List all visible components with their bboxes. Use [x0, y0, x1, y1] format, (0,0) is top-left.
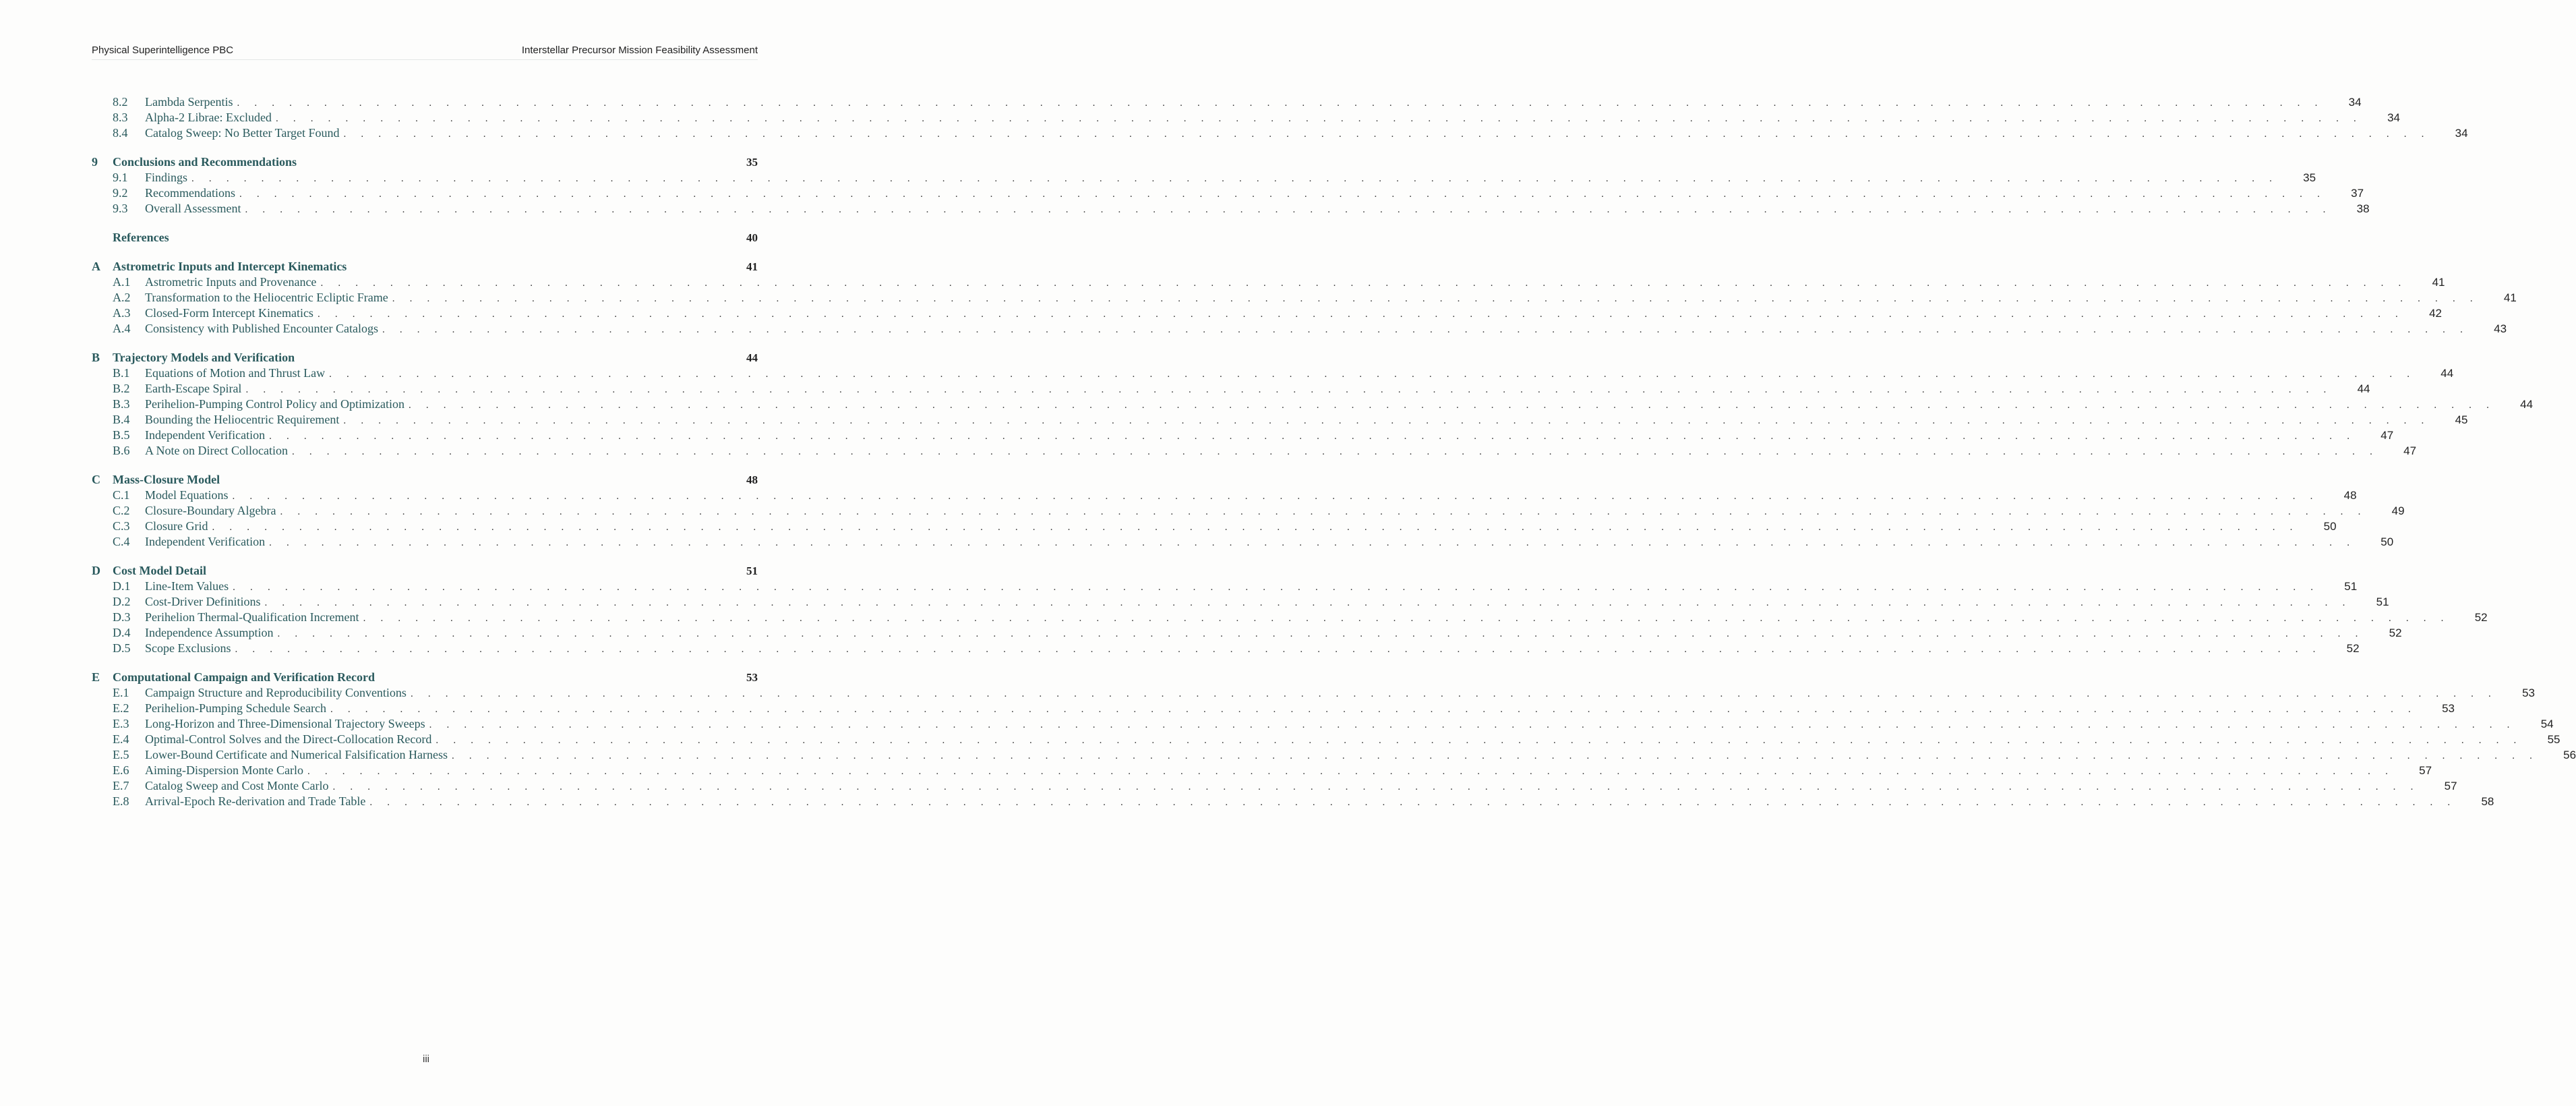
toc-section-entry[interactable]	[92, 428, 2394, 443]
entry-number: 9	[92, 155, 98, 169]
entry-number: A	[92, 260, 100, 273]
entry-number: D.5	[113, 641, 131, 655]
toc-chapter-entry[interactable]	[92, 472, 758, 488]
entry-number: 9.2	[113, 186, 128, 200]
dot-leader: . . . . . . . . . . . . . . . . . . . . . . . . . . . . . . . . . . . . . . . . . . . . . . . . . . . . . . . . . . . . . . . . . . . . . . . . . . . . . . . . . . . . . . . . . . . . . . . . . . . . . . . . . . . . . . . . . . . . . . . .	[329, 369, 2416, 380]
dot-leader: . . . . . . . . . . . . . . . . . . . . . . . . . . . . . . . . . . . . . . . . . . . . . . . . . . . . . . . . . . . . . . . . . . . . . . . . . . . . . . . . . . . . . . . . . . . . . . . . . . . . . . . . . . . . . . . . . . . . . . . .	[275, 113, 2362, 124]
entry-page-number[interactable]: 34	[2455, 127, 2468, 140]
dot-leader: . . . . . . . . . . . . . . . . . . . . . . . . . . . . . . . . . . . . . . . . . . . . . . . . . . . . . . . . . . . . . . . . . . . . . . . . . . . . . . . . . . . . . . . . . . . . . . . . . . . . . . . . . . . . . . . . . . . . . . . .	[408, 400, 2496, 411]
entry-title[interactable]: Model Equations	[145, 488, 229, 502]
toc-section-entry[interactable]	[92, 641, 2360, 656]
entry-page-number[interactable]: 51	[2344, 580, 2358, 593]
entry-page-number[interactable]: 35	[2303, 171, 2316, 184]
entry-page-number[interactable]: 57	[2444, 780, 2457, 792]
dot-leader: . . . . . . . . . . . . . . . . . . . . . . . . . . . . . . . . . . . . . . . . . . . . . . . . . . . . . . . . . . . . . . . . . . . . . . . . . . . . . . . . . . . . . . . . . . . . . . . . . . . . . . . . . . . . . . . . . . . . . . . .	[269, 537, 2356, 548]
entry-number: A.4	[113, 322, 131, 335]
entry-title[interactable]: Independent Verification	[145, 535, 266, 548]
entry-title[interactable]: Closure Grid	[145, 519, 208, 533]
entry-title[interactable]: References	[113, 231, 169, 244]
entry-title[interactable]: Transformation to the Heliocentric Ecliptic Frame	[145, 291, 388, 304]
toc-chapter-entry[interactable]	[92, 350, 758, 366]
entry-page-number[interactable]: 45	[2455, 413, 2468, 426]
toc-group	[92, 350, 2534, 459]
toc-section-entry[interactable]	[92, 305, 2442, 321]
entry-page-number[interactable]: 54	[2540, 718, 2554, 730]
toc-section-entry[interactable]	[92, 125, 2468, 141]
table-of-contents	[92, 94, 2576, 823]
entry-page-number[interactable]: 38	[2356, 202, 2370, 215]
entry-number: C.4	[113, 535, 130, 548]
dot-leader: . . . . . . . . . . . . . . . . . . . . . . . . . . . . . . . . . . . . . . . . . . . . . . . . . . . . . . . . . . . . . . . . . . . . . . . . . . . . . . . . . . . . . . . . . . . . . . . . . . . . . . . . . . . . . . . . . . . . . . . .	[307, 766, 2395, 777]
toc-group	[92, 230, 758, 245]
entry-number: 8.4	[113, 126, 128, 140]
entry-title[interactable]: Overall Assessment	[145, 202, 241, 215]
entry-page-number[interactable]: 51	[2376, 595, 2389, 608]
entry-title[interactable]: A Note on Direct Collocation	[145, 444, 288, 457]
entry-page-number[interactable]: 41	[2432, 276, 2445, 289]
entry-page-number[interactable]: 43	[2494, 322, 2507, 335]
entry-page-number[interactable]: 53	[2522, 687, 2536, 699]
toc-section-entry[interactable]	[92, 794, 2494, 809]
entry-number: 9.3	[113, 202, 128, 215]
header-document-title: Interstellar Precursor Mission Feasibility Assessment	[521, 45, 758, 56]
entry-number: A.2	[113, 291, 131, 304]
entry-page-number[interactable]: 52	[2346, 642, 2360, 655]
toc-section-entry[interactable]	[92, 594, 2389, 610]
dot-leader: . . . . . . . . . . . . . . . . . . . . . . . . . . . . . . . . . . . . . . . . . . . . . . . . . . . . . . . . . . . . . . . . . . . . . . . . . . . . . . . . . . . . . . . . . . . . . . . . . . . . . . . . . . . . . . . . . . . . . . . .	[277, 629, 2364, 639]
entry-title[interactable]: Closed-Form Intercept Kinematics	[145, 306, 313, 320]
toc-chapter-entry[interactable]	[92, 670, 758, 685]
header-organization: Physical Superintelligence PBC	[92, 45, 234, 56]
toc-group	[92, 259, 2517, 337]
entry-title[interactable]: Lower-Bound Certificate and Numerical Falsification Harness	[145, 748, 448, 761]
dot-leader: . . . . . . . . . . . . . . . . . . . . . . . . . . . . . . . . . . . . . . . . . . . . . . . . . . . . . . . . . . . . . . . . . . . . . . . . . . . . . . . . . . . . . . . . . . . . . . . . . . . . . . . . . . . . . . . . . . . . . . . .	[410, 689, 2498, 699]
page-number: iii	[423, 1053, 429, 1065]
entry-title[interactable]: Catalog Sweep and Cost Monte Carlo	[145, 779, 329, 792]
entry-number: D.1	[113, 579, 131, 593]
entry-title[interactable]: Lambda Serpentis	[145, 95, 233, 109]
entry-page-number[interactable]: 55	[2547, 733, 2560, 746]
entry-page-number[interactable]: 41	[746, 260, 758, 273]
dot-leader: . . . . . . . . . . . . . . . . . . . . . . . . . . . . . . . . . . . . . . . . . . . . . . . . . . . . . . . . . . . . . . . . . . . . . . . . . . . . . . . . . . . . . . . . . . . . . . . . . . . . . . . . . . . . . . . . . . . . . . . .	[452, 751, 2539, 761]
entry-number: E	[92, 670, 100, 684]
toc-section-entry[interactable]	[92, 534, 2394, 550]
dot-leader: . . . . . . . . . . . . . . . . . . . . . . . . . . . . . . . . . . . . . . . . . . . . . . . . . . . . . . . . . . . . . . . . . . . . . . . . . . . . . . . . . . . . . . . . . . . . . . . . . . . . . . . . . . . . . . . . . . . . . . . .	[269, 431, 2356, 442]
dot-leader: . . . . . . . . . . . . . . . . . . . . . . . . . . . . . . . . . . . . . . . . . . . . . . . . . . . . . . . . . . . . . . . . . . . . . . . . . . . . . . . . . . . . . . . . . . . . . . . . . . . . . . . . . . . . . . . . . . . . . . . .	[280, 506, 2367, 517]
entry-page-number[interactable]: 40	[746, 231, 758, 244]
toc-section-entry[interactable]	[92, 625, 2402, 641]
entry-number: A.3	[113, 306, 131, 320]
entry-title[interactable]: Conclusions and Recommendations	[113, 155, 297, 169]
entry-page-number[interactable]: 57	[2419, 764, 2432, 777]
toc-section-entry[interactable]	[92, 579, 2358, 594]
dot-leader: . . . . . . . . . . . . . . . . . . . . . . . . . . . . . . . . . . . . . . . . . . . . . . . . . . . . . . . . . . . . . . . . . . . . . . . . . . . . . . . . . . . . . . . . . . . . . . . . . . . . . . . . . . . . . . . . . . . . . . . .	[291, 446, 2379, 457]
entry-page-number[interactable]: 52	[2474, 611, 2488, 624]
entry-page-number[interactable]: 37	[2351, 187, 2364, 200]
toc-section-entry[interactable]	[92, 519, 2337, 534]
dot-leader: . . . . . . . . . . . . . . . . . . . . . . . . . . . . . . . . . . . . . . . . . . . . . . . . . . . . . . . . . . . . . . . . . . . . . . . . . . . . . . . . . . . . . . . . . . . . . . . . . . . . . . . . . . . . . . . . . . . . . . . .	[369, 797, 2457, 808]
entry-number: 8.2	[113, 95, 128, 109]
entry-number: E.8	[113, 794, 129, 808]
entry-title[interactable]: Computational Campaign and Verification Record	[113, 670, 376, 684]
entry-title[interactable]: Cost Model Detail	[113, 564, 206, 577]
entry-title[interactable]: Campaign Structure and Reproducibility Conventions	[145, 686, 407, 699]
toc-section-entry[interactable]	[92, 366, 2454, 381]
entry-number: B.3	[113, 397, 130, 411]
entry-page-number[interactable]: 53	[2442, 702, 2455, 715]
entry-page-number[interactable]: 42	[2429, 307, 2442, 320]
entry-number: E.5	[113, 748, 129, 761]
toc-section-entry[interactable]	[92, 170, 2316, 185]
entry-page-number[interactable]: 44	[746, 351, 758, 364]
entry-number: B.1	[113, 366, 130, 380]
dot-leader: . . . . . . . . . . . . . . . . . . . . . . . . . . . . . . . . . . . . . . . . . . . . . . . . . . . . . . . . . . . . . . . . . . . . . . . . . . . . . . . . . . . . . . . . . . . . . . . . . . . . . . . . . . . . . . . . . . . . . . . .	[343, 129, 2430, 140]
entry-number: D.2	[113, 595, 131, 608]
entry-page-number[interactable]: 47	[2403, 444, 2417, 457]
toc-section-entry[interactable]	[92, 381, 2370, 397]
entry-title[interactable]: Trajectory Models and Verification	[113, 351, 295, 364]
entry-title[interactable]: Scope Exclusions	[145, 641, 231, 655]
toc-chapter-entry[interactable]	[92, 259, 758, 274]
entry-number: 8.3	[113, 111, 128, 124]
entry-title[interactable]: Catalog Sweep: No Better Target Found	[145, 126, 340, 140]
dot-leader: . . . . . . . . . . . . . . . . . . . . . . . . . . . . . . . . . . . . . . . . . . . . . . . . . . . . . . . . . . . . . . . . . . . . . . . . . . . . . . . . . . . . . . . . . . . . . . . . . . . . . . . . . . . . . . . . . . . . . . . .	[245, 204, 2332, 215]
entry-title[interactable]: Astrometric Inputs and Intercept Kinematics	[113, 260, 347, 273]
entry-title[interactable]: Recommendations	[145, 186, 235, 200]
dot-leader: . . . . . . . . . . . . . . . . . . . . . . . . . . . . . . . . . . . . . . . . . . . . . . . . . . . . . . . . . . . . . . . . . . . . . . . . . . . . . . . . . . . . . . . . . . . . . . . . . . . . . . . . . . . . . . . . . . . . . . . .	[235, 644, 2322, 655]
dot-leader: . . . . . . . . . . . . . . . . . . . . . . . . . . . . . . . . . . . . . . . . . . . . . . . . . . . . . . . . . . . . . . . . . . . . . . . . . . . . . . . . . . . . . . . . . . . . . . . . . . . . . . . . . . . . . . . . . . . . . . . .	[392, 293, 2479, 304]
entry-page-number[interactable]: 50	[2323, 520, 2337, 533]
toc-section-entry[interactable]	[92, 290, 2517, 305]
dot-leader: . . . . . . . . . . . . . . . . . . . . . . . . . . . . . . . . . . . . . . . . . . . . . . . . . . . . . . . . . . . . . . . . . . . . . . . . . . . . . . . . . . . . . . . . . . . . . . . . . . . . . . . . . . . . . . . . . . . . . . . .	[245, 384, 2333, 395]
toc-section-entry[interactable]	[92, 701, 2455, 716]
entry-title[interactable]: Optimal-Control Solves and the Direct-Collocation Record	[145, 732, 432, 746]
entry-number: A.1	[113, 275, 131, 289]
toc-section-entry[interactable]	[92, 778, 2457, 794]
dot-leader: . . . . . . . . . . . . . . . . . . . . . . . . . . . . . . . . . . . . . . . . . . . . . . . . . . . . . . . . . . . . . . . . . . . . . . . . . . . . . . . . . . . . . . . . . . . . . . . . . . . . . . . . . . . . . . . . . . . . . . . .	[212, 522, 2299, 533]
entry-number: 9.1	[113, 171, 128, 184]
entry-page-number[interactable]: 58	[2481, 795, 2494, 808]
toc-chapter-entry[interactable]	[92, 154, 758, 170]
toc-group	[92, 154, 2370, 216]
entry-page-number[interactable]: 47	[2380, 429, 2394, 442]
entry-number: B.4	[113, 413, 130, 426]
toc-section-entry[interactable]	[92, 488, 2357, 503]
entry-number: C.1	[113, 488, 130, 502]
toc-section-entry[interactable]	[92, 747, 2576, 763]
entry-number: E.2	[113, 701, 129, 715]
entry-title[interactable]: Closure-Boundary Algebra	[145, 504, 276, 517]
entry-number: C.3	[113, 519, 130, 533]
entry-page-number[interactable]: 35	[746, 156, 758, 169]
entry-number: E.1	[113, 686, 129, 699]
entry-page-number[interactable]: 52	[2389, 627, 2402, 639]
toc-group	[92, 94, 2468, 141]
entry-title[interactable]: Bounding the Heliocentric Requirement	[145, 413, 340, 426]
entry-title[interactable]: Alpha-2 Librae: Excluded	[145, 111, 272, 124]
entry-page-number[interactable]: 44	[2357, 382, 2370, 395]
dot-leader: . . . . . . . . . . . . . . . . . . . . . . . . . . . . . . . . . . . . . . . . . . . . . . . . . . . . . . . . . . . . . . . . . . . . . . . . . . . . . . . . . . . . . . . . . . . . . . . . . . . . . . . . . . . . . . . . . . . . . . . .	[264, 598, 2352, 608]
entry-title[interactable]: Independence Assumption	[145, 626, 274, 639]
entry-title[interactable]: Findings	[145, 171, 188, 184]
toc-section-entry[interactable]	[92, 763, 2432, 778]
toc-section-entry[interactable]	[92, 412, 2468, 428]
entry-title[interactable]: Perihelion-Pumping Control Policy and Optimization	[145, 397, 405, 411]
entry-number: B.6	[113, 444, 130, 457]
dot-leader: . . . . . . . . . . . . . . . . . . . . . . . . . . . . . . . . . . . . . . . . . . . . . . . . . . . . . . . . . . . . . . . . . . . . . . . . . . . . . . . . . . . . . . . . . . . . . . . . . . . . . . . . . . . . . . . . . . . . . . . .	[363, 613, 2450, 624]
entry-title[interactable]: Astrometric Inputs and Provenance	[145, 275, 317, 289]
entry-page-number[interactable]: 48	[2343, 489, 2357, 502]
entry-title[interactable]: Cost-Driver Definitions	[145, 595, 261, 608]
entry-title[interactable]: Long-Horizon and Three-Dimensional Trajectory Sweeps	[145, 717, 425, 730]
toc-section-entry[interactable]	[92, 110, 2400, 125]
entry-page-number[interactable]: 44	[2520, 398, 2534, 411]
entry-page-number[interactable]: 41	[2503, 291, 2517, 304]
dot-leader: . . . . . . . . . . . . . . . . . . . . . . . . . . . . . . . . . . . . . . . . . . . . . . . . . . . . . . . . . . . . . . . . . . . . . . . . . . . . . . . . . . . . . . . . . . . . . . . . . . . . . . . . . . . . . . . . . . . . . . . .	[332, 782, 2420, 792]
entry-page-number[interactable]: 51	[746, 564, 758, 577]
dot-leader: . . . . . . . . . . . . . . . . . . . . . . . . . . . . . . . . . . . . . . . . . . . . . . . . . . . . . . . . . . . . . . . . . . . . . . . . . . . . . . . . . . . . . . . . . . . . . . . . . . . . . . . . . . . . . . . . . . . . . . . .	[191, 173, 2279, 184]
entry-number: C	[92, 473, 100, 486]
toc-section-entry[interactable]	[92, 94, 2362, 110]
toc-section-entry[interactable]	[92, 185, 2364, 201]
entry-number: B.5	[113, 428, 130, 442]
dot-leader: . . . . . . . . . . . . . . . . . . . . . . . . . . . . . . . . . . . . . . . . . . . . . . . . . . . . . . . . . . . . . . . . . . . . . . . . . . . . . . . . . . . . . . . . . . . . . . . . . . . . . . . . . . . . . . . . . . . . . . . .	[237, 98, 2324, 109]
running-header	[92, 43, 758, 60]
toc-section-entry[interactable]	[92, 716, 2554, 732]
entry-page-number[interactable]: 34	[2348, 96, 2362, 109]
dot-leader: . . . . . . . . . . . . . . . . . . . . . . . . . . . . . . . . . . . . . . . . . . . . . . . . . . . . . . . . . . . . . . . . . . . . . . . . . . . . . . . . . . . . . . . . . . . . . . . . . . . . . . . . . . . . . . . . . . . . . . . .	[320, 278, 2407, 289]
toc-section-entry[interactable]	[92, 503, 2405, 519]
dot-leader: . . . . . . . . . . . . . . . . . . . . . . . . . . . . . . . . . . . . . . . . . . . . . . . . . . . . . . . . . . . . . . . . . . . . . . . . . . . . . . . . . . . . . . . . . . . . . . . . . . . . . . . . . . . . . . . . . . . . . . . .	[436, 735, 2523, 746]
entry-title[interactable]: Line-Item Values	[145, 579, 229, 593]
toc-group	[92, 472, 2405, 550]
entry-number: C.2	[113, 504, 130, 517]
toc-section-entry[interactable]	[92, 274, 2445, 290]
entry-number: E.7	[113, 779, 129, 792]
entry-number: B.2	[113, 382, 130, 395]
entry-page-number[interactable]: 50	[2380, 535, 2394, 548]
toc-group	[92, 670, 2576, 809]
entry-title[interactable]: Consistency with Published Encounter Catalogs	[145, 322, 378, 335]
dot-leader: . . . . . . . . . . . . . . . . . . . . . . . . . . . . . . . . . . . . . . . . . . . . . . . . . . . . . . . . . . . . . . . . . . . . . . . . . . . . . . . . . . . . . . . . . . . . . . . . . . . . . . . . . . . . . . . . . . . . . . . .	[232, 491, 2319, 502]
entry-title[interactable]: Earth-Escape Spiral	[145, 382, 242, 395]
entry-title[interactable]: Equations of Motion and Thrust Law	[145, 366, 326, 380]
toc-section-entry[interactable]	[92, 443, 2417, 459]
entry-title[interactable]: Arrival-Epoch Re-derivation and Trade Table	[145, 794, 366, 808]
dot-leader: . . . . . . . . . . . . . . . . . . . . . . . . . . . . . . . . . . . . . . . . . . . . . . . . . . . . . . . . . . . . . . . . . . . . . . . . . . . . . . . . . . . . . . . . . . . . . . . . . . . . . . . . . . . . . . . . . . . . . . . .	[317, 309, 2404, 320]
entry-title[interactable]: Perihelion Thermal-Qualification Increment	[145, 610, 359, 624]
dot-leader: . . . . . . . . . . . . . . . . . . . . . . . . . . . . . . . . . . . . . . . . . . . . . . . . . . . . . . . . . . . . . . . . . . . . . . . . . . . . . . . . . . . . . . . . . . . . . . . . . . . . . . . . . . . . . . . . . . . . . . . .	[429, 720, 2516, 730]
entry-page-number[interactable]: 49	[2391, 504, 2405, 517]
toc-group	[92, 563, 2488, 656]
entry-page-number[interactable]: 48	[746, 473, 758, 486]
entry-page-number[interactable]: 56	[2563, 749, 2576, 761]
entry-page-number[interactable]: 34	[2387, 111, 2400, 124]
entry-number: E.6	[113, 763, 129, 777]
entry-number: E.3	[113, 717, 129, 730]
toc-section-entry[interactable]	[92, 610, 2488, 625]
entry-number: B	[92, 351, 100, 364]
dot-leader: . . . . . . . . . . . . . . . . . . . . . . . . . . . . . . . . . . . . . . . . . . . . . . . . . . . . . . . . . . . . . . . . . . . . . . . . . . . . . . . . . . . . . . . . . . . . . . . . . . . . . . . . . . . . . . . . . . . . . . . .	[239, 189, 2327, 200]
toc-section-entry[interactable]	[92, 201, 2370, 216]
toc-section-entry[interactable]	[92, 732, 2560, 747]
toc-section-entry[interactable]	[92, 397, 2534, 412]
entry-title[interactable]: Perihelion-Pumping Schedule Search	[145, 701, 326, 715]
toc-section-entry[interactable]	[92, 685, 2536, 701]
entry-title[interactable]: Mass-Closure Model	[113, 473, 220, 486]
toc-chapter-entry[interactable]	[92, 230, 758, 245]
entry-title[interactable]: Independent Verification	[145, 428, 266, 442]
entry-number: D.4	[113, 626, 131, 639]
entry-page-number[interactable]: 53	[746, 671, 758, 684]
entry-number: E.4	[113, 732, 129, 746]
entry-page-number[interactable]: 44	[2440, 367, 2454, 380]
toc-chapter-entry[interactable]	[92, 563, 758, 579]
dot-leader: . . . . . . . . . . . . . . . . . . . . . . . . . . . . . . . . . . . . . . . . . . . . . . . . . . . . . . . . . . . . . . . . . . . . . . . . . . . . . . . . . . . . . . . . . . . . . . . . . . . . . . . . . . . . . . . . . . . . . . . .	[330, 704, 2418, 715]
entry-number: D.3	[113, 610, 131, 624]
entry-number: D	[92, 564, 100, 577]
dot-leader: . . . . . . . . . . . . . . . . . . . . . . . . . . . . . . . . . . . . . . . . . . . . . . . . . . . . . . . . . . . . . . . . . . . . . . . . . . . . . . . . . . . . . . . . . . . . . . . . . . . . . . . . . . . . . . . . . . . . . . . .	[343, 415, 2430, 426]
entry-title[interactable]: Aiming-Dispersion Monte Carlo	[145, 763, 303, 777]
dot-leader: . . . . . . . . . . . . . . . . . . . . . . . . . . . . . . . . . . . . . . . . . . . . . . . . . . . . . . . . . . . . . . . . . . . . . . . . . . . . . . . . . . . . . . . . . . . . . . . . . . . . . . . . . . . . . . . . . . . . . . . .	[233, 582, 2320, 593]
toc-section-entry[interactable]	[92, 321, 2507, 337]
dot-leader: . . . . . . . . . . . . . . . . . . . . . . . . . . . . . . . . . . . . . . . . . . . . . . . . . . . . . . . . . . . . . . . . . . . . . . . . . . . . . . . . . . . . . . . . . . . . . . . . . . . . . . . . . . . . . . . . . . . . . . . .	[382, 324, 2469, 335]
